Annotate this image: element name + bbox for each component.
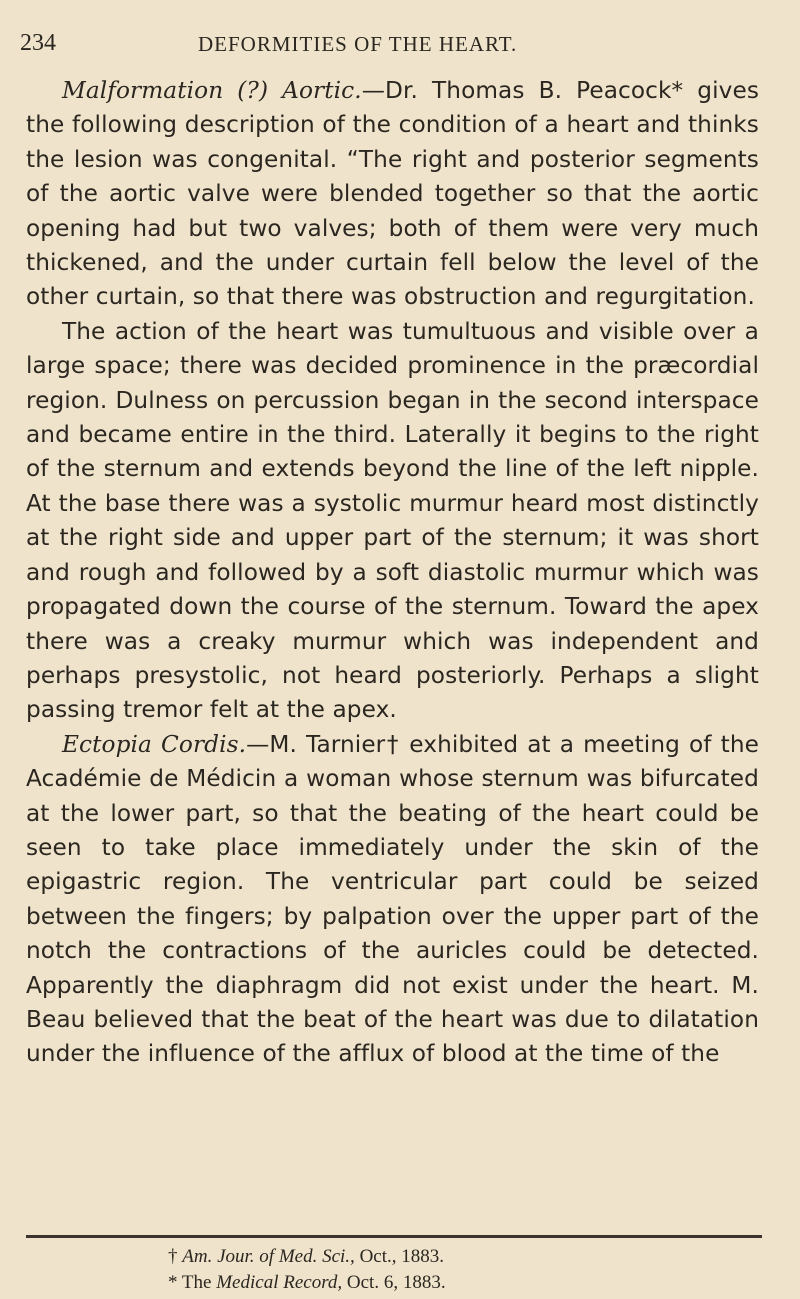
footnote-asterisk (168, 1270, 446, 1296)
footnote-record-date: Oct. 6, 1883. (346, 1272, 446, 1293)
footnote-the: The (181, 1272, 212, 1293)
footnote-journal-title: Am. Jour. of Med. Sci., (182, 1246, 355, 1267)
section-lead-ectopia: Ectopia Cordis. (62, 730, 247, 758)
footnote-rule (26, 1235, 762, 1238)
page-number: 234 (20, 30, 56, 56)
paragraph-malformation-body: —Dr. Thomas B. Peacock* gives the following description of the condition of a heart and thinks the lesion was congenital. “The right and posterior segments of the aortic valve were blended together so that the aortic opening had but two valves; both of them were very much thickened, and the under curtain fell below the level of the other curtain, so that there was obstruction and regurgitation. (26, 77, 759, 311)
paragraph-ectopia-cordis (26, 728, 759, 1072)
footnotes (168, 1244, 446, 1296)
footnote-dagger (168, 1244, 446, 1270)
paragraph-malformation (26, 74, 759, 315)
footnote-journal-date: Oct., 1883. (359, 1246, 444, 1267)
paragraph-action-of-heart: The action of the heart was tumultuous and visible over a large space; there was decided prominence in the præcordial region. Dulness on percussion began in the second interspace and became entire in the third. Laterally it begins to the right of the sternum and extends beyond the line of the left nipple. At the base there was a systolic murmur heard most distinctly at the right side and upper part of the sternum; it was short and rough and followed by a soft diastolic murmur which was propagated down the course of the sternum. Toward the apex there was a creaky murmur which was independent and perhaps presystolic, not heard posteriorly. Perhaps a slight passing tremor felt at the apex. (26, 317, 759, 724)
page-header (20, 30, 774, 62)
footnote-mark-dagger: † (168, 1246, 178, 1267)
section-lead-malformation: Malformation (?) Aortic. (62, 77, 362, 104)
paragraph-ectopia-body: —M. Tarnier† exhibited at a meeting of the Académie de Médicin a woman whose sternum was bifurcated at the lower part, so that the beating of the heart could be seen to take place immediately under the skin of the epigastric region. The ventricular part could be seized between the fingers; by palpation over the upper part of the notch the contractions of the auricles could be detected. Apparently the diaphragm did not exist under the heart. M. Beau believed that the beat of the heart was due to dilatation under the influence of the afflux of blood at the time of the (26, 730, 760, 1068)
body-text (26, 74, 759, 1072)
running-title: DEFORMITIES OF THE HEART. (198, 32, 518, 56)
footnote-record-title: Medical Record, (216, 1272, 343, 1293)
footnote-mark-asterisk: * (168, 1272, 178, 1293)
